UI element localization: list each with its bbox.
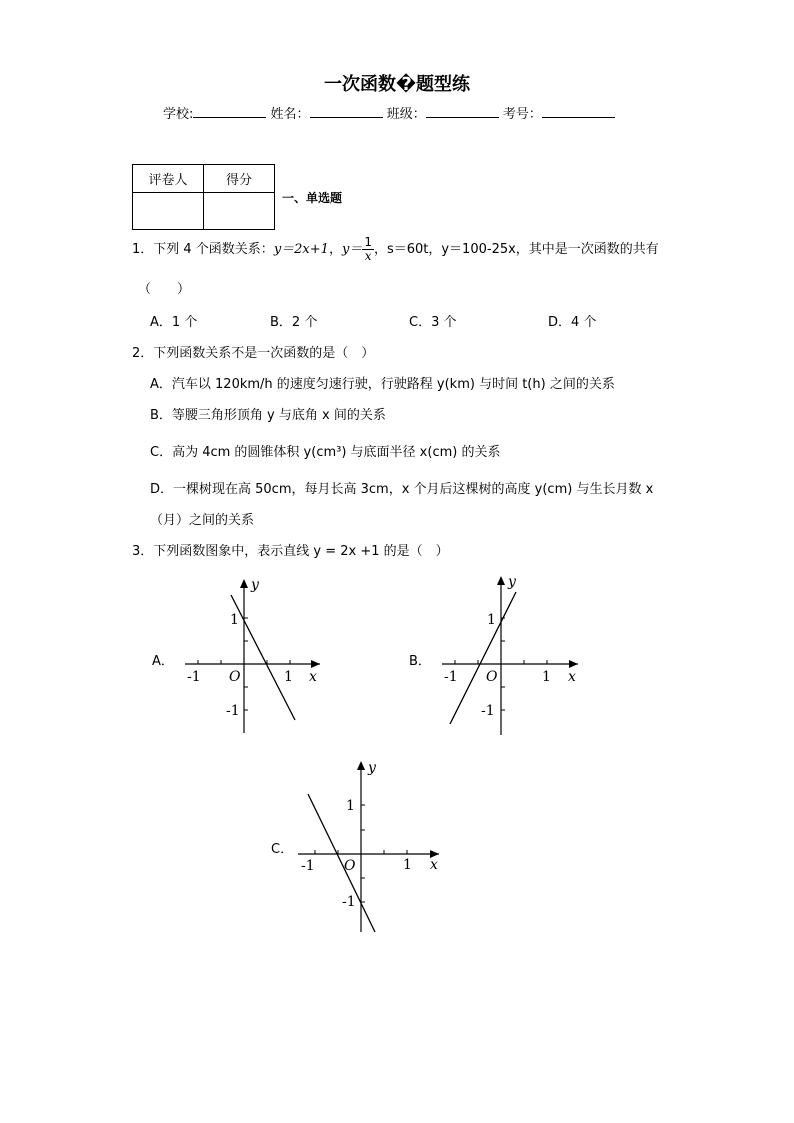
origin-label: O	[344, 858, 356, 874]
q1-f1: y＝2x+1	[273, 242, 329, 257]
q3-option-a-label[interactable]: A．	[152, 654, 174, 669]
school-blank[interactable]	[193, 105, 266, 118]
q1-option-a[interactable]: A．1 个	[150, 315, 198, 330]
grader-header: 评卷人	[133, 165, 204, 193]
tick-neg1-y: -1	[226, 703, 240, 719]
tick-neg1-x: -1	[444, 669, 458, 685]
tick-1-y: 1	[230, 612, 239, 628]
tick-neg1-y: -1	[481, 703, 495, 719]
q1-option-c[interactable]: C．3 个	[409, 315, 457, 330]
q1-sep: ，	[328, 242, 342, 257]
tick-1-x: 1	[403, 857, 412, 873]
q1-prefix: 1．下列 4 个函数关系：	[132, 242, 274, 257]
q1-f2-left: y＝	[341, 242, 363, 257]
axis-y-label: y	[368, 760, 376, 776]
score-header: 得分	[204, 165, 275, 193]
q3-option-c-label[interactable]: C．	[271, 842, 294, 857]
tick-neg1-x: -1	[301, 858, 315, 874]
graph-b	[432, 572, 582, 737]
tick-neg1-y: -1	[342, 894, 356, 910]
q1-option-b[interactable]: B．2 个	[270, 315, 318, 330]
q2-option-c[interactable]: C．高为 4cm 的圆锥体积 y(cm³) 与底面半径 x(cm) 的关系	[150, 445, 501, 460]
score-cell[interactable]	[204, 193, 275, 230]
q2-option-d-cont: （月）之间的关系	[150, 513, 255, 528]
page-title: 一次函数�题型练	[323, 74, 471, 95]
school-label: 学校:	[163, 107, 194, 122]
score-table	[132, 164, 275, 230]
grader-cell[interactable]	[133, 193, 204, 230]
exam-no-blank[interactable]	[542, 105, 615, 118]
question-3-stem: 3．下列函数图象中，表示直线 y = 2x +1 的是（ ）	[132, 544, 449, 559]
student-info-line	[163, 103, 615, 122]
origin-label: O	[229, 669, 241, 685]
q1-frac-den: x	[364, 249, 372, 263]
tick-1-y: 1	[487, 612, 496, 628]
exam-no-label: 考号：	[502, 107, 542, 122]
origin-label: O	[486, 669, 498, 685]
tick-1-y: 1	[346, 798, 355, 814]
q2-option-d[interactable]: D．一棵树现在高 50cm，每月长高 3cm，x 个月后这棵树的高度 y(cm) 与生长月数 x	[150, 482, 654, 497]
q1-option-d[interactable]: D．4 个	[548, 315, 597, 330]
question-2-stem: 2．下列函数关系不是一次函数的是（ ）	[132, 346, 375, 361]
q1-paren: （ ）	[138, 282, 191, 297]
graph-a	[175, 575, 325, 735]
axis-x-label: x	[568, 669, 576, 685]
q1-frac-num: 1	[364, 235, 372, 249]
name-label: 姓名：	[270, 107, 310, 122]
name-blank[interactable]	[310, 105, 383, 118]
tick-neg1-x: -1	[187, 669, 201, 685]
class-label: 班级：	[386, 107, 426, 122]
axis-x-label: x	[430, 857, 438, 873]
tick-1-x: 1	[284, 669, 293, 685]
tick-1-x: 1	[542, 669, 551, 685]
section-title: 一、单选题	[282, 191, 343, 205]
question-1-stem	[132, 236, 659, 263]
graph-c	[293, 757, 443, 935]
q3-option-b-label[interactable]: B．	[409, 654, 431, 669]
q1-fraction	[362, 236, 374, 263]
class-blank[interactable]	[426, 105, 499, 118]
axis-y-label: y	[251, 577, 259, 593]
q2-option-b[interactable]: B．等腰三角形顶角 y 与底角 x 间的关系	[150, 408, 386, 423]
axis-x-label: x	[309, 669, 317, 685]
axis-y-label: y	[508, 574, 516, 590]
q1-rest: ，s＝60t，y＝100-25x，其中是一次函数的共有	[373, 242, 659, 257]
q2-option-a[interactable]: A．汽车以 120km/h 的速度匀速行驶，行驶路程 y(km) 与时间 t(h) 之间的关系	[150, 377, 615, 392]
